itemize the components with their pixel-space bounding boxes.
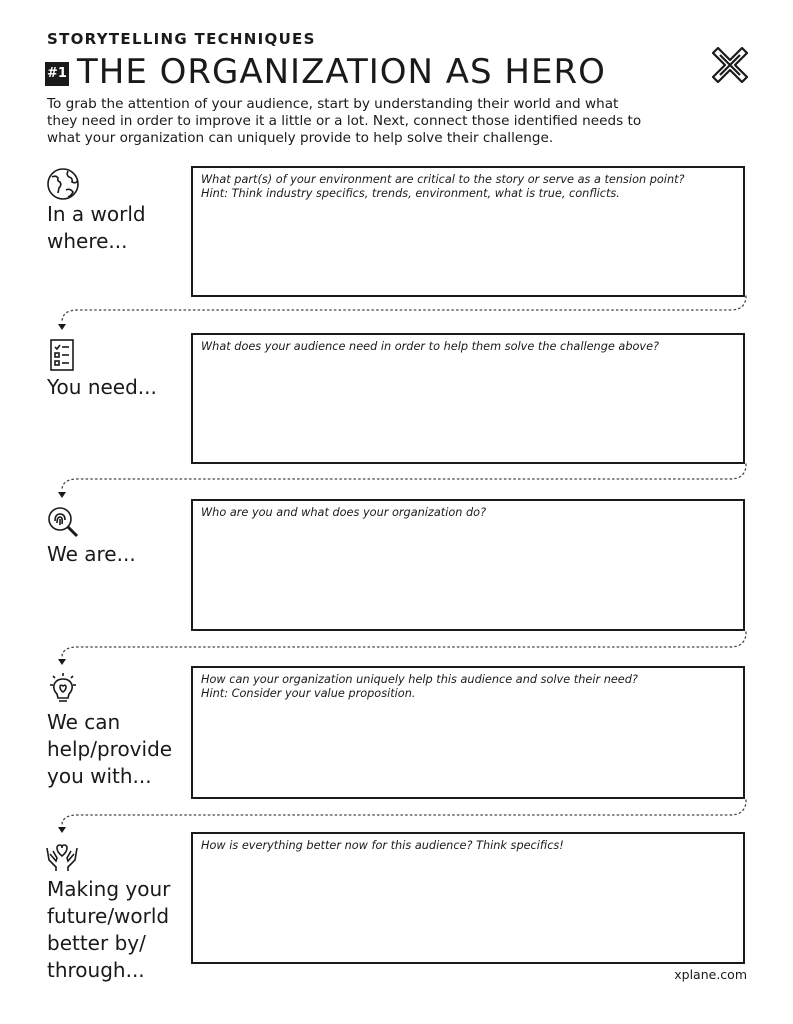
prompt-world: What part(s) of your environment are critical to the story or serve as a tension point? bbox=[201, 173, 685, 186]
checklist-icon bbox=[46, 338, 80, 372]
prompt-better: How is everything better now for this audience? Think specifics! bbox=[201, 839, 564, 852]
answer-box-world[interactable] bbox=[191, 166, 745, 297]
answer-box-need[interactable] bbox=[191, 333, 745, 464]
hint-help: Hint: Consider your value proposition. bbox=[201, 687, 416, 700]
kicker-heading: STORYTELLING TECHNIQUES bbox=[47, 30, 316, 48]
prompt-we-are: Who are you and what does your organization do? bbox=[201, 506, 487, 519]
section-label-better: Making your future/world better by/ through... bbox=[47, 877, 171, 982]
section-label-need: You need... bbox=[47, 375, 157, 399]
section-label-help: We can help/provide you with... bbox=[47, 710, 173, 788]
x-logo-icon bbox=[709, 44, 751, 86]
hands-heart-icon bbox=[45, 840, 79, 874]
lightbulb-icon bbox=[46, 672, 80, 706]
intro-paragraph: To grab the attention of your audience, start by understanding their world and what they need in order to improve it a little or a lot. Next, connect those identified needs to what your organization can uniquely provide to help solve their challenge. bbox=[47, 96, 642, 146]
section-label-world: In a world where... bbox=[47, 202, 146, 253]
answer-box-we-are[interactable] bbox=[191, 499, 745, 631]
footer-url: xplane.com bbox=[674, 967, 747, 982]
prompt-help: How can your organization uniquely help this audience and solve their need? bbox=[201, 673, 638, 686]
page-title: THE ORGANIZATION AS HERO bbox=[77, 52, 606, 92]
section-label-we-are: We are... bbox=[47, 542, 136, 566]
number-badge: #1 bbox=[45, 62, 69, 86]
fingerprint-magnifier-icon bbox=[46, 505, 80, 539]
prompt-need: What does your audience need in order to help them solve the challenge above? bbox=[201, 340, 660, 353]
title-row bbox=[45, 52, 606, 92]
answer-box-help[interactable] bbox=[191, 666, 745, 799]
globe-icon bbox=[46, 167, 80, 201]
hint-world: Hint: Think industry specifics, trends, environment, what is true, conflicts. bbox=[201, 187, 620, 200]
answer-box-better[interactable] bbox=[191, 832, 745, 964]
